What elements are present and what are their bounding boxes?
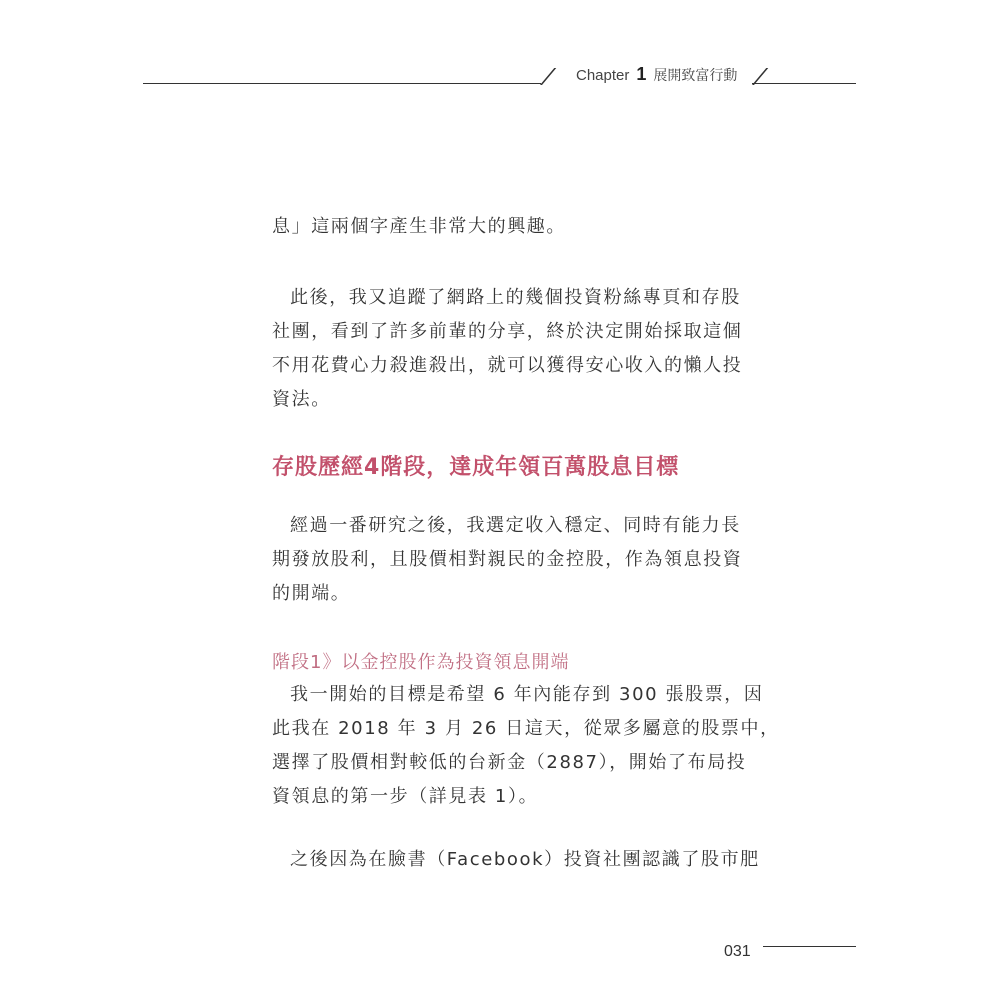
footer-rule — [763, 946, 856, 947]
chapter-number: 1 — [636, 64, 647, 84]
section-heading: 存股歷經4階段，達成年領百萬股息目標 — [272, 455, 680, 480]
text-line: 經過一番研究之後，我選定收入穩定、同時有能力長 — [290, 515, 741, 536]
page-number: 031 — [724, 943, 751, 960]
text-line: 不用花費心力殺進殺出，就可以獲得安心收入的懶人投 — [272, 355, 743, 376]
running-header — [576, 64, 737, 88]
paragraph-3 — [272, 509, 742, 611]
header-rule-right — [752, 83, 856, 84]
text-line: 之後因為在臉書（Facebook）投資社團認識了股市肥 — [290, 849, 760, 870]
text-line: 資領息的第一步（詳見表 1）。 — [272, 786, 539, 807]
text-line: 資法。 — [272, 389, 331, 410]
text-line: 我一開始的目標是希望 6 年內能存到 300 張股票，因 — [290, 684, 764, 705]
text-line: 此後，我又追蹤了網路上的幾個投資粉絲專頁和存股 — [290, 287, 741, 308]
text-line: 選擇了股價相對較低的台新金（2887），開始了布局投 — [272, 752, 747, 773]
text-line: 社團，看到了許多前輩的分享，終於決定開始採取這個 — [272, 321, 743, 342]
text-line: 此我在 2018 年 3 月 26 日這天，從眾多屬意的股票中， — [272, 718, 780, 739]
paragraph-1 — [272, 210, 742, 244]
text-line: 息」這兩個字產生非常大的興趣。 — [272, 216, 566, 237]
paragraph-5 — [272, 843, 760, 877]
chapter-title: 展開致富行動 — [653, 68, 738, 84]
paragraph-4 — [272, 678, 780, 814]
text-line: 期發放股利，且股價相對親民的金控股，作為領息投資 — [272, 549, 743, 570]
stage-heading: 階段1》以金控股作為投資領息開端 — [272, 652, 570, 673]
text-line: 的開端。 — [272, 583, 351, 604]
chapter-label: Chapter — [576, 67, 630, 84]
header-rule-left — [143, 83, 541, 84]
header-slash-left — [540, 68, 556, 85]
paragraph-2 — [272, 281, 742, 417]
